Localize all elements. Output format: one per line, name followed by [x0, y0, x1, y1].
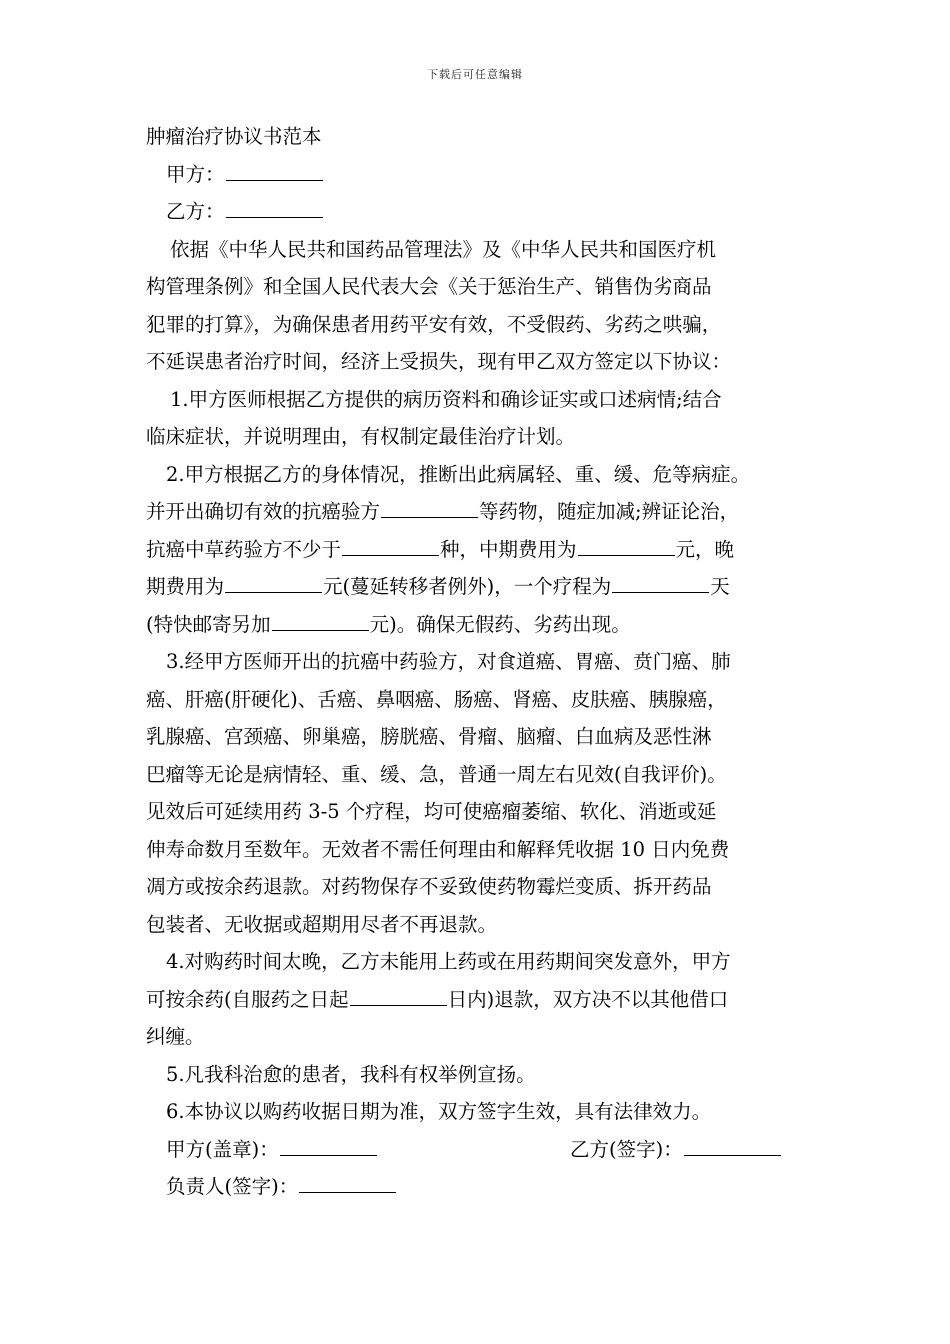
responsible-sign-blank[interactable] — [299, 1172, 396, 1193]
party-b-sign-label: 乙方(签字)： — [570, 1137, 683, 1161]
shipping-cost-blank[interactable] — [272, 610, 369, 631]
intro-line-2: 构管理条例》和全国人民代表大会《关于惩治生产、销售伪劣商品 — [146, 275, 712, 298]
clause3-line-1: 3.经甲方医师开出的抗癌中药验方，对食道癌、胃癌、贲门癌、肺 — [166, 650, 731, 673]
clause3-line-7: 凋方或按余药退款。对药物保存不妥致使药物霉烂变质、拆开药品 — [146, 875, 712, 898]
party-a-seal-blank[interactable] — [280, 1135, 377, 1156]
clause6-line: 6.本协议以购药收据日期为准，双方签字生效，具有法律效力。 — [166, 1100, 712, 1123]
party-a-label: 甲方： — [166, 162, 225, 186]
clause2-text: 元(蔓延转移者例外)，一个疗程为 — [323, 575, 612, 598]
course-days-blank[interactable] — [612, 572, 709, 593]
clause2-text: 天 — [710, 575, 730, 598]
clause1-line-2: 临床症状，并说明理由，有权制定最佳治疗计划。 — [146, 425, 576, 448]
clause2-text: 元)。确保无假药、劣药出现。 — [369, 612, 631, 636]
party-a-seal-label: 甲方(盖章)： — [166, 1137, 279, 1161]
clause3-line-4: 巴瘤等无论是病情轻、重、缓、急，普通一周左右见效(自我评价)。 — [146, 762, 727, 786]
clause2-line-4 — [146, 568, 810, 606]
party-b-blank[interactable] — [226, 197, 323, 218]
clause1-line-1: 1.甲方医师根据乙方提供的病历资料和确诊证实或口述病情;结合 — [170, 387, 722, 411]
party-a-line — [146, 156, 810, 194]
clause2-line-5 — [146, 606, 810, 644]
clause2-text: 等药物，随症加减;辨证论治， — [479, 500, 740, 523]
clause2-text: 种，中期费用为 — [440, 537, 577, 561]
clause4-line-3: 纠缠。 — [146, 1025, 205, 1048]
clause3-line-3: 乳腺癌、宫颈癌、卵巢癌，膀胱癌、骨瘤、脑瘤、白血病及恶性淋 — [146, 725, 712, 748]
clause3-line-6: 伸寿命数月至数年。无效者不需任何理由和解释凭收据 10 日内免费 — [146, 837, 730, 861]
intro-line-4: 不延误患者治疗时间，经济上受损失，现有甲乙双方签定以下协议： — [146, 350, 732, 373]
clause4-line-1: 4.对购药时间太晚，乙方未能用上药或在用药期间突发意外，甲方 — [166, 950, 731, 973]
responsible-sign-label: 负责人(签字)： — [166, 1175, 299, 1198]
intro-line-1: 依据《中华人民共和国药品管理法》及《中华人民共和国医疗机 — [170, 237, 717, 261]
clause5-line: 5.凡我科治愈的患者，我科有权举例宣扬。 — [166, 1062, 536, 1086]
clause4-text: 可按余药(自服药之日起 — [146, 987, 349, 1011]
clause3-line-2: 癌、肝癌(肝硬化)、舌癌、鼻咽癌、肠癌、肾癌、皮肤癌、胰腺癌， — [146, 687, 727, 711]
clause2-text: 抗癌中草药验方不少于 — [146, 537, 342, 561]
clause2-text: 并开出确切有效的抗癌验方 — [146, 500, 381, 523]
party-b-label: 乙方： — [166, 200, 225, 223]
intro-line-3: 犯罪的打算》，为确保患者用药平安有效，不受假药、劣药之哄骗， — [146, 312, 722, 336]
page-header: 下载后可任意编辑 — [427, 68, 523, 81]
clause2-line-1: 2.甲方根据乙方的身体情况，推断出此病属轻、重、缓、危等病症。 — [166, 462, 751, 486]
clause2-text: (特快邮寄另加 — [146, 612, 271, 636]
clause2-line-2 — [146, 493, 810, 531]
document-title: 肿瘤治疗协议书范本 — [146, 125, 322, 148]
responsible-signature — [146, 1168, 810, 1206]
document-body — [146, 118, 810, 1206]
mid-cost-blank[interactable] — [578, 535, 675, 556]
party-a-signature — [166, 1131, 378, 1169]
clause4-text: 日内)退款，双方决不以其他借口 — [447, 987, 729, 1011]
party-a-blank[interactable] — [226, 160, 323, 181]
herb-count-blank[interactable] — [342, 535, 439, 556]
party-b-signature — [570, 1131, 782, 1169]
clause3-line-8: 包装者、无收据或超期用尽者不再退款。 — [146, 912, 498, 936]
signature-row — [146, 1131, 810, 1169]
clause4-line-2 — [146, 981, 810, 1019]
clause2-text: 期费用为 — [146, 575, 225, 598]
prescription-blank[interactable] — [381, 497, 478, 518]
party-b-sign-blank[interactable] — [684, 1135, 781, 1156]
clause3-line-5: 见效后可延续用药 3-5 个疗程，均可使癌瘤萎缩、软化、消逝或延 — [146, 800, 717, 823]
clause2-line-3 — [146, 531, 810, 569]
party-b-line — [146, 193, 810, 231]
refund-days-blank[interactable] — [350, 985, 447, 1006]
clause2-text: 元，晚 — [675, 537, 735, 561]
late-cost-blank[interactable] — [225, 572, 322, 593]
